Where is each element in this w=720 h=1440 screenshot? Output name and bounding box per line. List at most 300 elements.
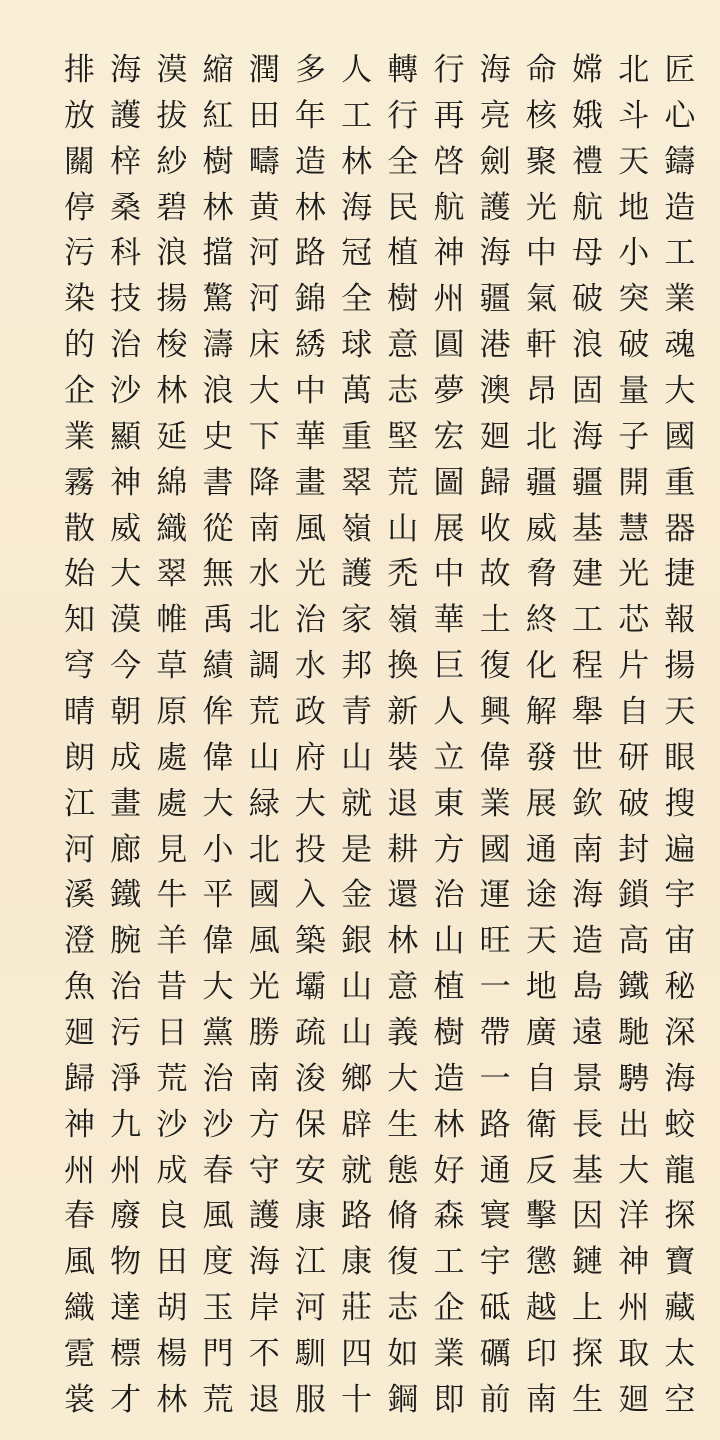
calligraphy-character: 辟 [341,1106,373,1143]
calligraphy-character: 康 [294,1198,326,1235]
calligraphy-character: 匠 [664,52,696,88]
calligraphy-character: 植 [387,235,419,272]
calligraphy-character: 造 [294,143,326,180]
calligraphy-character: 今 [110,648,142,685]
calligraphy-character: 門 [202,1336,234,1373]
calligraphy-character: 是 [341,831,373,868]
calligraphy-character: 畫 [110,785,142,822]
text-column [195,50,241,1420]
calligraphy-character: 宏 [433,418,465,455]
calligraphy-character: 業 [479,785,511,822]
calligraphy-character: 封 [618,831,650,868]
calligraphy-character: 業 [664,281,696,318]
calligraphy-character: 長 [572,1106,604,1143]
calligraphy-character: 換 [387,648,419,685]
calligraphy-character: 路 [341,1198,373,1235]
text-column [472,50,518,1420]
text-column [611,50,657,1420]
calligraphy-character: 禮 [572,143,604,180]
calligraphy-character: 新 [387,694,419,731]
calligraphy-character: 成 [156,1152,188,1189]
calligraphy-character: 志 [387,1290,419,1327]
calligraphy-character: 山 [341,739,373,776]
calligraphy-character: 一 [479,1060,511,1097]
calligraphy-character: 出 [618,1106,650,1143]
calligraphy-character: 量 [618,373,650,410]
calligraphy-character: 欽 [572,785,604,822]
calligraphy-character: 昔 [156,969,188,1006]
calligraphy-character: 天 [618,143,650,180]
calligraphy-character: 偉 [479,739,511,776]
calligraphy-character: 工 [572,602,604,639]
calligraphy-character: 航 [572,189,604,226]
calligraphy-character: 紗 [156,143,188,180]
calligraphy-character: 光 [618,556,650,593]
calligraphy-character: 自 [618,694,650,731]
calligraphy-character: 山 [433,923,465,960]
calligraphy-character: 放 [63,97,95,134]
calligraphy-character: 大 [202,969,234,1006]
calligraphy-character: 即 [433,1381,465,1418]
calligraphy-character: 造 [433,1060,465,1097]
calligraphy-character: 平 [202,877,234,914]
calligraphy-character: 探 [572,1336,604,1373]
calligraphy-character: 小 [202,831,234,868]
calligraphy-character: 軒 [525,327,557,364]
calligraphy-character: 一 [479,969,511,1006]
calligraphy-character: 碧 [156,189,188,226]
calligraphy-character: 桑 [110,189,142,226]
calligraphy-character: 企 [433,1290,465,1327]
calligraphy-character: 意 [387,969,419,1006]
calligraphy-character: 散 [63,510,95,547]
calligraphy-character: 重 [664,464,696,501]
calligraphy-character: 天 [664,694,696,731]
calligraphy-character: 高 [618,923,650,960]
calligraphy-character: 自 [525,1060,557,1097]
calligraphy-character: 國 [248,877,280,914]
calligraphy-character: 氣 [525,281,557,318]
calligraphy-character: 勝 [248,1015,280,1052]
calligraphy-character: 春 [63,1198,95,1235]
calligraphy-character: 中 [294,373,326,410]
calligraphy-character: 青 [341,694,373,731]
calligraphy-character: 林 [156,1381,188,1418]
calligraphy-character: 裳 [63,1381,95,1418]
calligraphy-character: 秘 [664,969,696,1006]
calligraphy-character: 固 [572,373,604,410]
calligraphy-character: 治 [110,327,142,364]
calligraphy-character: 太 [664,1336,696,1373]
calligraphy-character: 好 [433,1152,465,1189]
calligraphy-character: 顯 [110,418,142,455]
calligraphy-character: 疆 [572,464,604,501]
calligraphy-character: 生 [572,1381,604,1418]
calligraphy-character: 子 [618,418,650,455]
calligraphy-character: 聚 [525,143,557,180]
calligraphy-character: 海 [572,877,604,914]
calligraphy-character: 全 [387,143,419,180]
calligraphy-character: 光 [294,556,326,593]
calligraphy-character: 北 [248,831,280,868]
calligraphy-character: 漠 [156,52,188,88]
calligraphy-character: 大 [110,556,142,593]
calligraphy-character: 開 [618,464,650,501]
text-column [657,50,703,1420]
calligraphy-character: 綿 [156,464,188,501]
calligraphy-character: 嶺 [341,510,373,547]
calligraphy-character: 大 [387,1060,419,1097]
calligraphy-character: 史 [202,418,234,455]
calligraphy-character: 鐵 [110,877,142,914]
calligraphy-character: 嶺 [387,602,419,639]
calligraphy-character: 禿 [387,556,419,593]
calligraphy-character: 銀 [341,923,373,960]
calligraphy-character: 大 [618,1152,650,1189]
calligraphy-character: 水 [294,648,326,685]
calligraphy-character: 研 [618,739,650,776]
calligraphy-columns [56,50,703,1420]
calligraphy-character: 降 [248,464,280,501]
calligraphy-character: 岸 [248,1290,280,1327]
calligraphy-character: 解 [525,694,557,731]
calligraphy-character: 翠 [341,464,373,501]
calligraphy-character: 地 [618,189,650,226]
calligraphy-character: 路 [294,235,326,272]
calligraphy-character: 風 [63,1244,95,1281]
calligraphy-character: 大 [202,785,234,822]
text-column [518,50,564,1420]
calligraphy-character: 穹 [63,648,95,685]
calligraphy-character: 偉 [202,923,234,960]
calligraphy-character: 排 [63,52,95,88]
calligraphy-character: 疆 [525,464,557,501]
calligraphy-character: 劍 [479,143,511,180]
calligraphy-character: 胡 [156,1290,188,1327]
calligraphy-character: 錦 [294,281,326,318]
calligraphy-character: 斗 [618,97,650,134]
calligraphy-character: 越 [525,1290,557,1327]
calligraphy-character: 威 [525,510,557,547]
text-column [56,50,102,1420]
calligraphy-character: 耕 [387,831,419,868]
calligraphy-character: 宇 [664,877,696,914]
calligraphy-character: 如 [387,1336,419,1373]
calligraphy-character: 帶 [479,1015,511,1052]
calligraphy-character: 終 [525,602,557,639]
calligraphy-character: 轉 [387,52,419,88]
calligraphy-character: 光 [248,969,280,1006]
calligraphy-character: 州 [433,281,465,318]
calligraphy-character: 延 [156,418,188,455]
calligraphy-character: 就 [341,785,373,822]
calligraphy-character: 十 [341,1381,373,1418]
calligraphy-character: 小 [618,235,650,272]
calligraphy-character: 建 [572,556,604,593]
calligraphy-character: 停 [63,189,95,226]
calligraphy-character: 工 [341,97,373,134]
calligraphy-character: 還 [387,877,419,914]
calligraphy-character: 物 [110,1244,142,1281]
calligraphy-character: 通 [479,1152,511,1189]
calligraphy-character: 山 [387,510,419,547]
calligraphy-character: 樹 [202,143,234,180]
calligraphy-character: 書 [202,464,234,501]
calligraphy-character: 騁 [618,1060,650,1097]
calligraphy-character: 全 [341,281,373,318]
calligraphy-character: 化 [525,648,557,685]
calligraphy-character: 荒 [156,1060,188,1097]
calligraphy-character: 治 [294,602,326,639]
calligraphy-character: 片 [618,648,650,685]
calligraphy-character: 企 [63,373,95,410]
calligraphy-character: 廻 [479,418,511,455]
calligraphy-character: 淨 [110,1060,142,1097]
calligraphy-character: 行 [433,52,465,88]
calligraphy-character: 江 [294,1244,326,1281]
calligraphy-character: 樹 [433,1015,465,1052]
calligraphy-character: 浪 [572,327,604,364]
calligraphy-character: 昂 [525,373,557,410]
calligraphy-character: 原 [156,694,188,731]
calligraphy-character: 林 [156,373,188,410]
calligraphy-character: 捷 [664,556,696,593]
calligraphy-character: 朝 [110,694,142,731]
calligraphy-character: 浪 [156,235,188,272]
calligraphy-character: 廣 [525,1015,557,1052]
calligraphy-character: 潤 [248,52,280,88]
calligraphy-character: 鎖 [618,877,650,914]
calligraphy-character: 織 [156,510,188,547]
calligraphy-character: 海 [341,189,373,226]
calligraphy-character: 搜 [664,785,696,822]
calligraphy-character: 世 [572,739,604,776]
calligraphy-character: 反 [525,1152,557,1189]
calligraphy-character: 拔 [156,97,188,134]
calligraphy-character: 圓 [433,327,465,364]
calligraphy-character: 馳 [618,1015,650,1052]
calligraphy-character: 漠 [110,602,142,639]
calligraphy-character: 莊 [341,1290,373,1327]
calligraphy-character: 績 [202,648,234,685]
calligraphy-character: 才 [110,1381,142,1418]
calligraphy-character: 中 [433,556,465,593]
calligraphy-character: 投 [294,831,326,868]
calligraphy-character: 紅 [202,97,234,134]
calligraphy-character: 禹 [202,602,234,639]
text-column [380,50,426,1420]
calligraphy-character: 印 [525,1336,557,1373]
calligraphy-character: 腕 [110,923,142,960]
calligraphy-character: 芯 [618,602,650,639]
calligraphy-character: 收 [479,510,511,547]
calligraphy-character: 揚 [664,648,696,685]
calligraphy-character: 污 [63,235,95,272]
calligraphy-character: 驚 [202,281,234,318]
calligraphy-character: 林 [294,189,326,226]
calligraphy-character: 北 [248,602,280,639]
calligraphy-character: 玉 [202,1290,234,1327]
calligraphy-character: 意 [387,327,419,364]
calligraphy-character: 取 [618,1336,650,1373]
calligraphy-character: 楊 [156,1336,188,1373]
text-column [287,50,333,1420]
calligraphy-character: 擋 [202,235,234,272]
calligraphy-character: 霧 [63,464,95,501]
calligraphy-character: 冠 [341,235,373,272]
calligraphy-character: 從 [202,510,234,547]
calligraphy-character: 山 [341,969,373,1006]
calligraphy-character: 不 [248,1336,280,1373]
calligraphy-character: 海 [248,1244,280,1281]
calligraphy-character: 日 [156,1015,188,1052]
calligraphy-character: 入 [294,877,326,914]
calligraphy-character: 娥 [572,97,604,134]
calligraphy-character: 行 [387,97,419,134]
calligraphy-character: 沙 [202,1106,234,1143]
calligraphy-character: 始 [63,556,95,593]
calligraphy-character: 發 [525,739,557,776]
calligraphy-character: 夢 [433,373,465,410]
calligraphy-character: 脩 [387,1198,419,1235]
calligraphy-character: 衛 [525,1106,557,1143]
calligraphy-character: 南 [248,510,280,547]
calligraphy-character: 華 [294,418,326,455]
calligraphy-character: 水 [248,556,280,593]
calligraphy-character: 護 [341,556,373,593]
calligraphy-character: 梓 [110,143,142,180]
calligraphy-character: 宙 [664,923,696,960]
calligraphy-character: 基 [572,510,604,547]
calligraphy-character: 寶 [664,1244,696,1281]
calligraphy-character: 遠 [572,1015,604,1052]
calligraphy-character: 母 [572,235,604,272]
calligraphy-character: 南 [248,1060,280,1097]
calligraphy-character: 江 [63,785,95,822]
calligraphy-character: 方 [433,831,465,868]
calligraphy-character: 鄉 [341,1060,373,1097]
calligraphy-character: 疏 [294,1015,326,1052]
calligraphy-character: 方 [248,1106,280,1143]
calligraphy-character: 生 [387,1106,419,1143]
calligraphy-character: 黨 [202,1015,234,1052]
calligraphy-character: 工 [433,1244,465,1281]
calligraphy-character: 上 [572,1290,604,1327]
calligraphy-character: 歸 [479,464,511,501]
calligraphy-character: 義 [387,1015,419,1052]
calligraphy-character: 就 [341,1152,373,1189]
calligraphy-character: 山 [248,739,280,776]
calligraphy-character: 展 [433,510,465,547]
calligraphy-character: 空 [664,1381,696,1418]
calligraphy-character: 球 [341,327,373,364]
calligraphy-character: 緑 [248,785,280,822]
calligraphy-character: 無 [202,556,234,593]
calligraphy-character: 知 [63,602,95,639]
calligraphy-character: 礪 [479,1336,511,1373]
calligraphy-character: 家 [341,602,373,639]
calligraphy-character: 國 [479,831,511,868]
calligraphy-character: 澳 [479,373,511,410]
calligraphy-character: 風 [202,1198,234,1235]
calligraphy-character: 梭 [156,327,188,364]
calligraphy-character: 途 [525,877,557,914]
calligraphy-character: 關 [63,143,95,180]
calligraphy-character: 旺 [479,923,511,960]
calligraphy-character: 心 [664,97,696,134]
calligraphy-character: 光 [525,189,557,226]
calligraphy-character: 退 [387,785,419,822]
calligraphy-character: 守 [248,1152,280,1189]
calligraphy-character: 魂 [664,327,696,364]
calligraphy-character: 萬 [341,373,373,410]
calligraphy-character: 砥 [479,1290,511,1327]
text-column [149,50,195,1420]
calligraphy-character: 府 [294,739,326,776]
calligraphy-character: 海 [479,235,511,272]
calligraphy-character: 裝 [387,739,419,776]
calligraphy-character: 因 [572,1198,604,1235]
calligraphy-character: 路 [479,1106,511,1143]
calligraphy-character: 綉 [294,327,326,364]
calligraphy-character: 慧 [618,510,650,547]
calligraphy-character: 工 [664,235,696,272]
calligraphy-character: 東 [433,785,465,822]
calligraphy-character: 土 [479,602,511,639]
calligraphy-character: 程 [572,648,604,685]
calligraphy-character: 大 [294,785,326,822]
calligraphy-character: 度 [202,1244,234,1281]
calligraphy-character: 達 [110,1290,142,1327]
calligraphy-character: 服 [294,1381,326,1418]
calligraphy-character: 廻 [63,1015,95,1052]
calligraphy-character: 造 [572,923,604,960]
calligraphy-character: 運 [479,877,511,914]
calligraphy-character: 四 [341,1336,373,1373]
calligraphy-character: 築 [294,923,326,960]
calligraphy-character: 故 [479,556,511,593]
calligraphy-character: 黄 [248,189,280,226]
calligraphy-character: 林 [341,143,373,180]
calligraphy-character: 志 [387,373,419,410]
calligraphy-character: 探 [664,1198,696,1235]
calligraphy-character: 啓 [433,143,465,180]
calligraphy-character: 南 [572,831,604,868]
calligraphy-character: 翠 [156,556,188,593]
calligraphy-character: 技 [110,281,142,318]
calligraphy-character: 山 [341,1015,373,1052]
calligraphy-character: 帷 [156,602,188,639]
calligraphy-character: 巨 [433,648,465,685]
calligraphy-character: 南 [525,1381,557,1418]
calligraphy-character: 沙 [110,373,142,410]
calligraphy-character: 調 [248,648,280,685]
calligraphy-character: 破 [572,281,604,318]
calligraphy-character: 魚 [63,969,95,1006]
calligraphy-character: 霓 [63,1336,95,1373]
calligraphy-character: 圖 [433,464,465,501]
calligraphy-character: 威 [110,510,142,547]
calligraphy-character: 沙 [156,1106,188,1143]
calligraphy-character: 重 [341,418,373,455]
calligraphy-character: 侔 [202,694,234,731]
calligraphy-character: 馴 [294,1336,326,1373]
calligraphy-character: 華 [433,602,465,639]
calligraphy-character: 北 [618,52,650,88]
text-column [564,50,610,1420]
calligraphy-character: 核 [525,97,557,134]
calligraphy-character: 林 [387,923,419,960]
